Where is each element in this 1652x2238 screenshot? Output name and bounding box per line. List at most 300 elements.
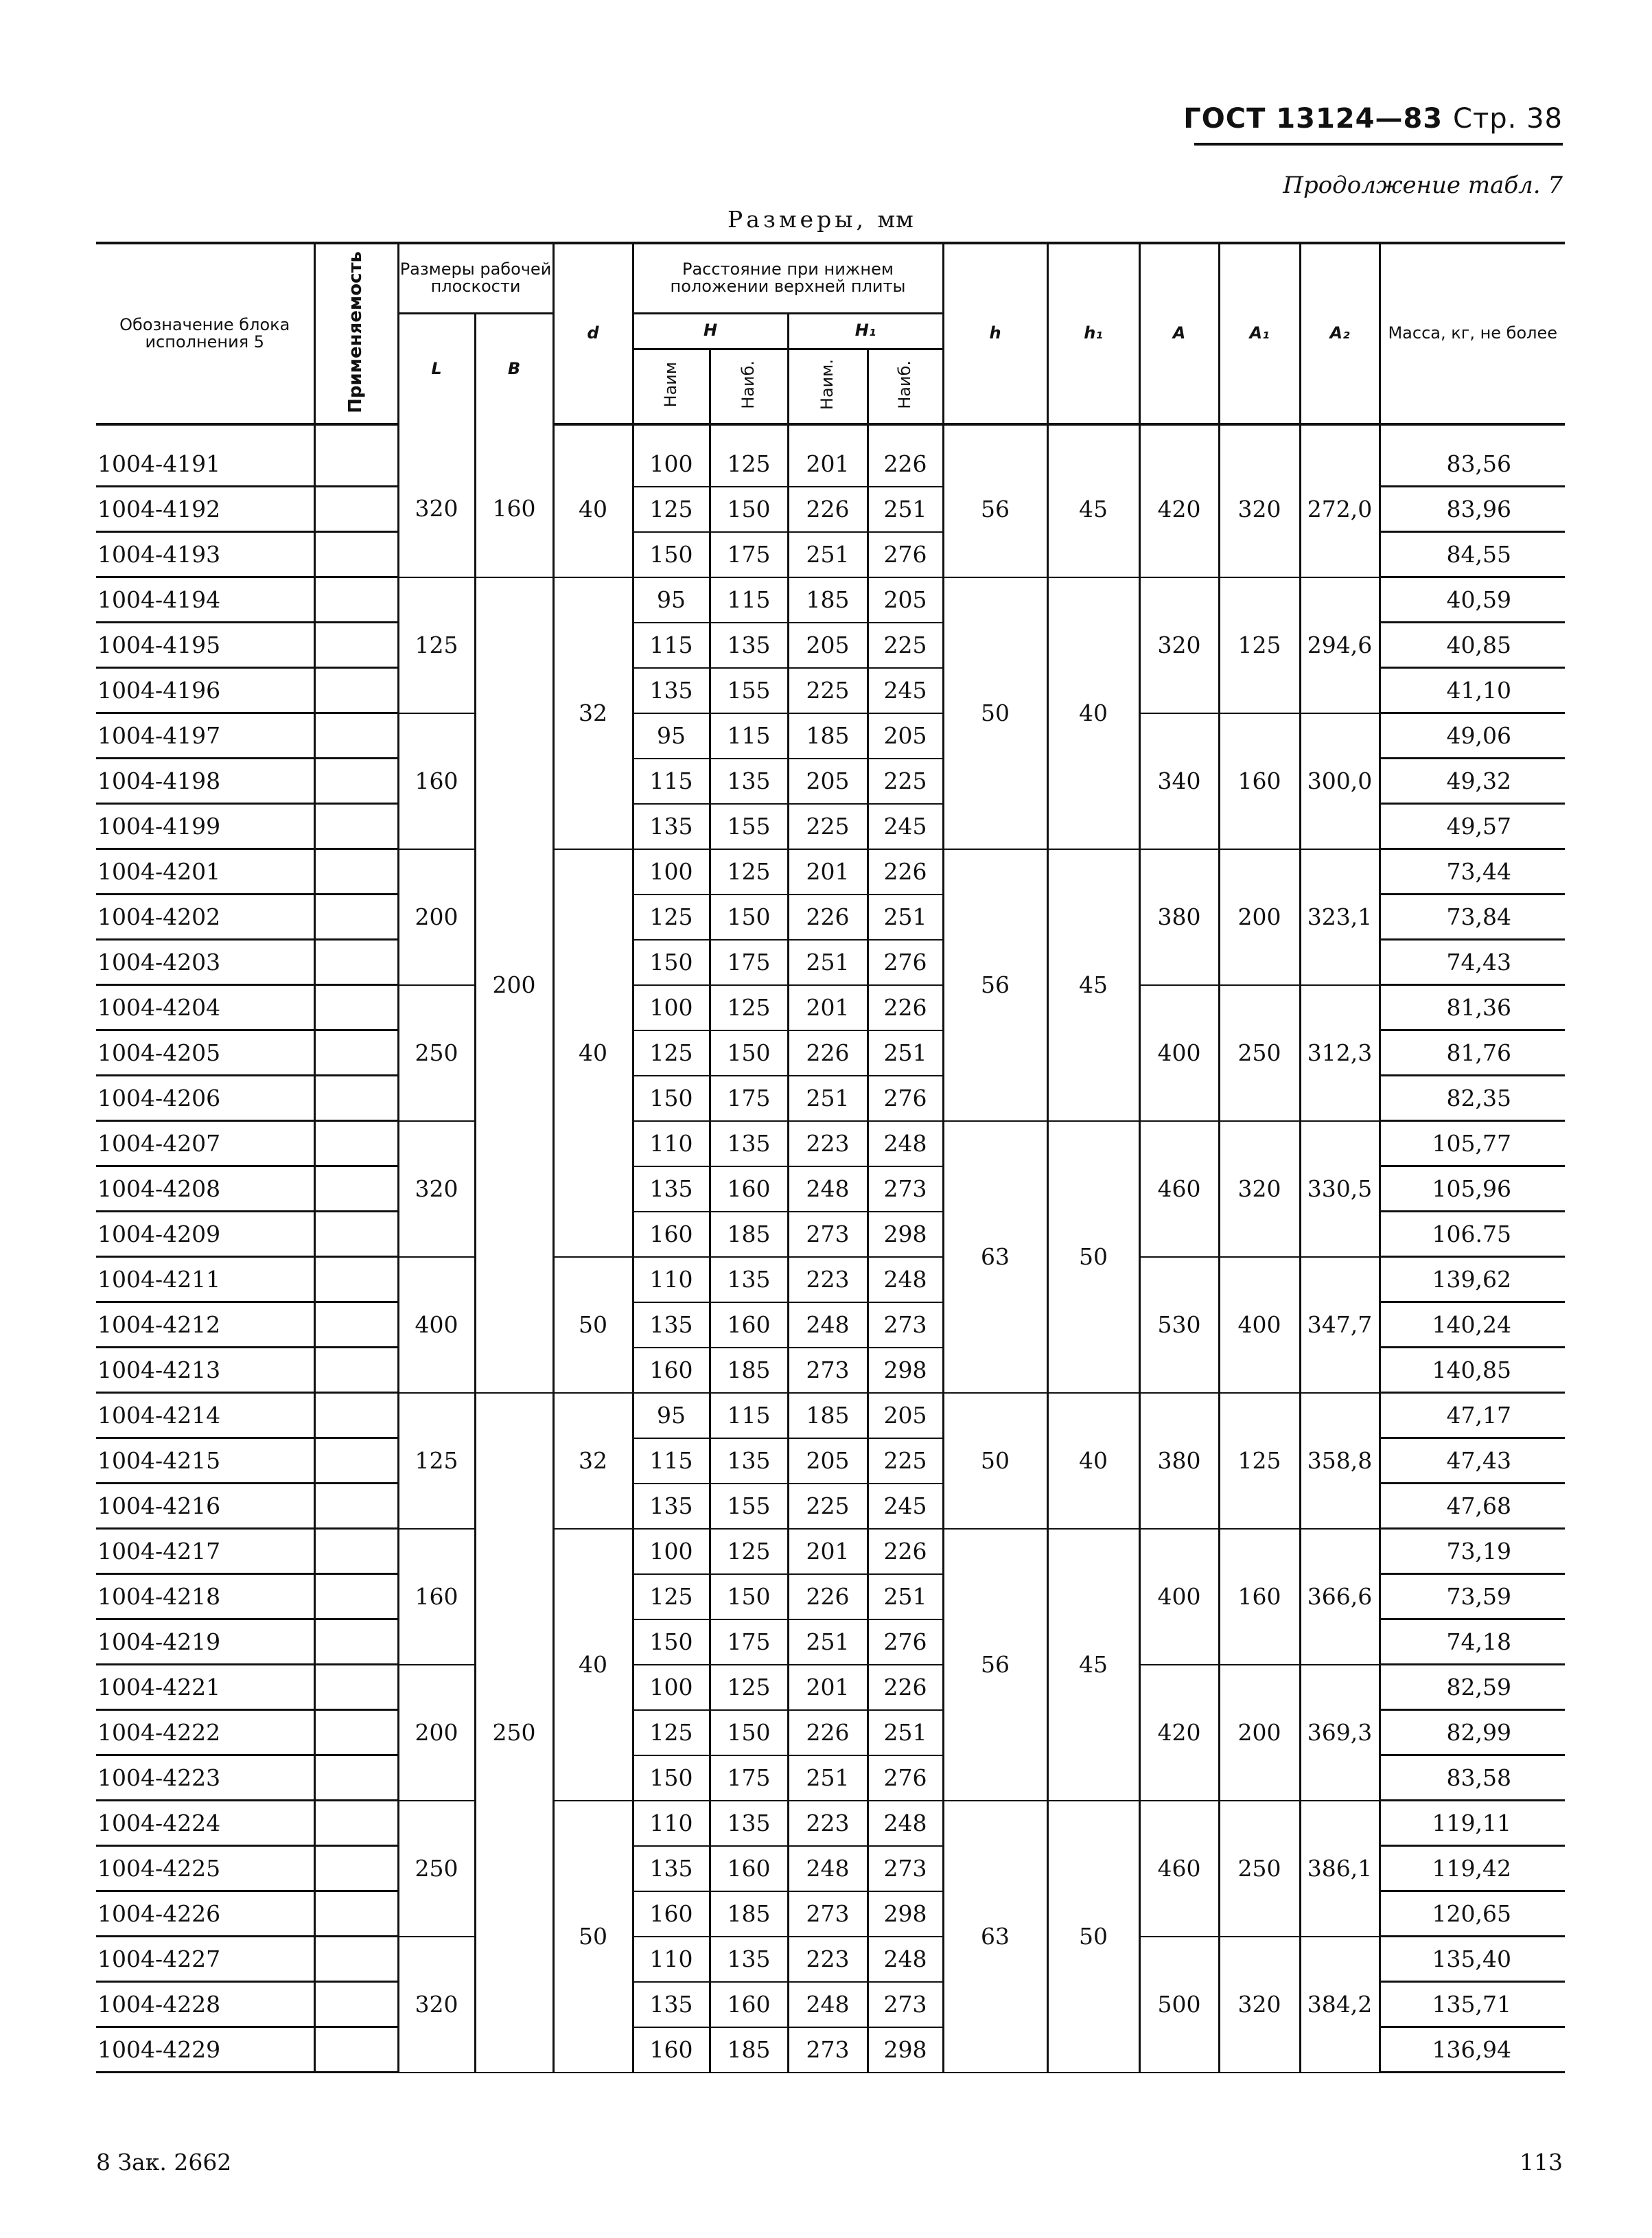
block-code: 1004-4208 xyxy=(96,1166,314,1212)
H1-min: 205 xyxy=(788,1438,868,1484)
B-value: 250 xyxy=(475,1393,553,2073)
applicability-cell xyxy=(314,1393,398,1438)
table-row xyxy=(96,1121,1565,1166)
H1-min: 201 xyxy=(788,849,868,895)
H1-min: 225 xyxy=(788,668,868,713)
mass-value: 140,24 xyxy=(1380,1302,1565,1348)
H-max: 150 xyxy=(710,1574,788,1619)
mass-value: 105,77 xyxy=(1380,1121,1565,1166)
H1-max: 298 xyxy=(868,2027,943,2073)
H1-min: 226 xyxy=(788,1030,868,1076)
H-max: 135 xyxy=(710,1257,788,1302)
H-min: 110 xyxy=(633,1121,710,1166)
h-value: 56 xyxy=(943,1529,1047,1801)
H1-min: 273 xyxy=(788,1348,868,1393)
H-max: 135 xyxy=(710,1121,788,1166)
mass-value: 81,36 xyxy=(1380,985,1565,1030)
block-code: 1004-4216 xyxy=(96,1484,314,1529)
A1-value: 160 xyxy=(1219,713,1300,849)
H-max: 115 xyxy=(710,713,788,759)
H1-min: 248 xyxy=(788,1846,868,1891)
H1-min: 251 xyxy=(788,1619,868,1665)
mass-value: 73,59 xyxy=(1380,1574,1565,1619)
A1-value: 400 xyxy=(1219,1257,1300,1393)
H1-max: 248 xyxy=(868,1801,943,1846)
A-value: 460 xyxy=(1139,1121,1219,1257)
L-value: 320 xyxy=(398,1937,475,2073)
block-code: 1004-4219 xyxy=(96,1619,314,1665)
applicability-cell xyxy=(314,1484,398,1529)
block-code: 1004-4226 xyxy=(96,1891,314,1937)
mass-value: 74,43 xyxy=(1380,940,1565,985)
block-code: 1004-4205 xyxy=(96,1030,314,1076)
H-min: 110 xyxy=(633,1257,710,1302)
H1-min: 273 xyxy=(788,1891,868,1937)
applicability-cell xyxy=(314,895,398,940)
applicability-cell xyxy=(314,577,398,623)
applicability-cell xyxy=(314,804,398,849)
mass-value: 49,32 xyxy=(1380,759,1565,804)
block-code: 1004-4227 xyxy=(96,1937,314,1982)
H1-max: 273 xyxy=(868,1166,943,1212)
table-header xyxy=(96,243,1565,424)
block-code: 1004-4212 xyxy=(96,1302,314,1348)
H1-max: 245 xyxy=(868,668,943,713)
col-h1: h₁ xyxy=(1047,243,1139,424)
mass-value: 119,42 xyxy=(1380,1846,1565,1891)
applicability-cell xyxy=(314,1076,398,1121)
block-code: 1004-4195 xyxy=(96,623,314,668)
table-row xyxy=(96,1257,1565,1302)
block-code: 1004-4222 xyxy=(96,1710,314,1755)
H-min: 150 xyxy=(633,532,710,577)
A1-value: 250 xyxy=(1219,985,1300,1121)
applicability-cell xyxy=(314,1755,398,1801)
H1-max: 251 xyxy=(868,487,943,532)
block-code: 1004-4209 xyxy=(96,1212,314,1257)
table-row xyxy=(96,713,1565,759)
mass-value: 135,71 xyxy=(1380,1982,1565,2027)
H-min: 160 xyxy=(633,1348,710,1393)
H1-max: 226 xyxy=(868,849,943,895)
applicability-cell xyxy=(314,1348,398,1393)
H1-max: 251 xyxy=(868,1710,943,1755)
H-min: 100 xyxy=(633,1529,710,1574)
H1-max: 276 xyxy=(868,1076,943,1121)
H1-max: 225 xyxy=(868,1438,943,1484)
applicability-cell xyxy=(314,487,398,532)
mass-value: 47,17 xyxy=(1380,1393,1565,1438)
H-max: 185 xyxy=(710,1891,788,1937)
H-max: 155 xyxy=(710,804,788,849)
mass-value: 73,84 xyxy=(1380,895,1565,940)
H1-max: 298 xyxy=(868,1212,943,1257)
H-min: 125 xyxy=(633,1574,710,1619)
block-code: 1004-4214 xyxy=(96,1393,314,1438)
H1-max: 205 xyxy=(868,1393,943,1438)
H1-min: 251 xyxy=(788,532,868,577)
col-H1-min: Наим. xyxy=(788,349,868,424)
H1-min: 185 xyxy=(788,1393,868,1438)
H-min: 125 xyxy=(633,1710,710,1755)
h-value: 56 xyxy=(943,424,1047,577)
H1-min: 226 xyxy=(788,487,868,532)
applicability-cell xyxy=(314,1891,398,1937)
col-H: H xyxy=(633,313,788,349)
H-max: 185 xyxy=(710,2027,788,2073)
H-max: 155 xyxy=(710,668,788,713)
applicability-cell xyxy=(314,759,398,804)
H1-min: 185 xyxy=(788,577,868,623)
H-max: 115 xyxy=(710,577,788,623)
applicability-cell xyxy=(314,1438,398,1484)
continuation-note: Продолжение табл. 7 xyxy=(1283,172,1563,199)
table-body xyxy=(96,424,1565,2073)
mass-value: 49,06 xyxy=(1380,713,1565,759)
d-value: 40 xyxy=(553,849,633,1257)
h1-value: 40 xyxy=(1047,577,1139,849)
H-min: 100 xyxy=(633,985,710,1030)
mass-value: 81,76 xyxy=(1380,1030,1565,1076)
page-number: 113 xyxy=(1520,2149,1563,2176)
d-value: 40 xyxy=(553,424,633,577)
H-min: 100 xyxy=(633,849,710,895)
applicability-cell xyxy=(314,1121,398,1166)
H1-min: 223 xyxy=(788,1121,868,1166)
H1-min: 223 xyxy=(788,1937,868,1982)
block-code: 1004-4193 xyxy=(96,532,314,577)
col-H1: H₁ xyxy=(788,313,943,349)
A2-value: 294,6 xyxy=(1300,577,1380,713)
H-min: 115 xyxy=(633,1438,710,1484)
H1-min: 225 xyxy=(788,1484,868,1529)
H-max: 125 xyxy=(710,849,788,895)
applicability-cell xyxy=(314,424,398,487)
applicability-cell xyxy=(314,1937,398,1982)
applicability-cell xyxy=(314,1665,398,1710)
A1-value: 200 xyxy=(1219,849,1300,985)
A2-value: 366,6 xyxy=(1300,1529,1380,1665)
H-max: 160 xyxy=(710,1166,788,1212)
col-A: A xyxy=(1139,243,1219,424)
applicability-cell xyxy=(314,532,398,577)
H1-max: 298 xyxy=(868,1891,943,1937)
H1-max: 273 xyxy=(868,1982,943,2027)
block-code: 1004-4198 xyxy=(96,759,314,804)
applicability-cell xyxy=(314,1529,398,1574)
A2-value: 369,3 xyxy=(1300,1665,1380,1801)
H-max: 160 xyxy=(710,1302,788,1348)
col-A1: A₁ xyxy=(1219,243,1300,424)
A1-value: 320 xyxy=(1219,1937,1300,2073)
mass-value: 136,94 xyxy=(1380,2027,1565,2073)
mass-value: 83,96 xyxy=(1380,487,1565,532)
H-max: 135 xyxy=(710,1801,788,1846)
B-value: 200 xyxy=(475,577,553,1393)
block-code: 1004-4202 xyxy=(96,895,314,940)
H-min: 150 xyxy=(633,940,710,985)
H1-max: 205 xyxy=(868,713,943,759)
H-min: 135 xyxy=(633,668,710,713)
d-value: 32 xyxy=(553,1393,633,1529)
H-min: 95 xyxy=(633,577,710,623)
block-code: 1004-4194 xyxy=(96,577,314,623)
A2-value: 272,0 xyxy=(1300,424,1380,577)
mass-value: 119,11 xyxy=(1380,1801,1565,1846)
H-min: 135 xyxy=(633,1484,710,1529)
block-code: 1004-4197 xyxy=(96,713,314,759)
H-max: 125 xyxy=(710,1665,788,1710)
H-min: 135 xyxy=(633,804,710,849)
L-value: 200 xyxy=(398,849,475,985)
H-max: 150 xyxy=(710,1030,788,1076)
H1-max: 245 xyxy=(868,804,943,849)
mass-value: 73,44 xyxy=(1380,849,1565,895)
H1-max: 251 xyxy=(868,895,943,940)
col-applicability: Применяемость xyxy=(314,243,398,424)
block-code: 1004-4224 xyxy=(96,1801,314,1846)
mass-value: 47,43 xyxy=(1380,1438,1565,1484)
block-code: 1004-4221 xyxy=(96,1665,314,1710)
A2-value: 330,5 xyxy=(1300,1121,1380,1257)
table-row xyxy=(96,985,1565,1030)
H1-max: 226 xyxy=(868,424,943,487)
col-designation: Обозначение блока исполнения 5 xyxy=(96,243,314,424)
H-max: 150 xyxy=(710,1710,788,1755)
block-code: 1004-4206 xyxy=(96,1076,314,1121)
H1-min: 201 xyxy=(788,985,868,1030)
applicability-cell xyxy=(314,623,398,668)
table-row xyxy=(96,424,1565,487)
block-code: 1004-4229 xyxy=(96,2027,314,2073)
L-value: 125 xyxy=(398,577,475,713)
H-min: 110 xyxy=(633,1937,710,1982)
A-value: 340 xyxy=(1139,713,1219,849)
block-code: 1004-4223 xyxy=(96,1755,314,1801)
page-header xyxy=(1183,103,1563,135)
mass-value: 49,57 xyxy=(1380,804,1565,849)
A-value: 380 xyxy=(1139,849,1219,985)
H-max: 175 xyxy=(710,532,788,577)
A1-value: 200 xyxy=(1219,1665,1300,1801)
H1-min: 205 xyxy=(788,623,868,668)
A2-value: 386,1 xyxy=(1300,1801,1380,1937)
sizes-title: Размеры, мм xyxy=(728,206,914,233)
applicability-cell xyxy=(314,1302,398,1348)
applicability-cell xyxy=(314,2027,398,2073)
H1-min: 205 xyxy=(788,759,868,804)
d-value: 50 xyxy=(553,1801,633,2073)
mass-value: 84,55 xyxy=(1380,532,1565,577)
H-min: 160 xyxy=(633,1891,710,1937)
col-mass: Масса, кг, не более xyxy=(1380,243,1565,424)
d-value: 40 xyxy=(553,1529,633,1801)
applicability-cell xyxy=(314,1030,398,1076)
A1-value: 160 xyxy=(1219,1529,1300,1665)
L-value: 200 xyxy=(398,1665,475,1801)
A2-value: 323,1 xyxy=(1300,849,1380,985)
H-max: 175 xyxy=(710,940,788,985)
header-rule xyxy=(1194,143,1563,146)
A-value: 400 xyxy=(1139,985,1219,1121)
H-max: 160 xyxy=(710,1982,788,2027)
H-max: 125 xyxy=(710,424,788,487)
A1-value: 250 xyxy=(1219,1801,1300,1937)
mass-value: 73,19 xyxy=(1380,1529,1565,1574)
A2-value: 384,2 xyxy=(1300,1937,1380,2073)
h1-value: 45 xyxy=(1047,849,1139,1121)
H1-max: 276 xyxy=(868,1755,943,1801)
H1-min: 223 xyxy=(788,1257,868,1302)
mass-value: 40,85 xyxy=(1380,623,1565,668)
block-code: 1004-4215 xyxy=(96,1438,314,1484)
A2-value: 358,8 xyxy=(1300,1393,1380,1529)
H1-max: 225 xyxy=(868,759,943,804)
block-code: 1004-4225 xyxy=(96,1846,314,1891)
block-code: 1004-4207 xyxy=(96,1121,314,1166)
block-code: 1004-4213 xyxy=(96,1348,314,1393)
H1-min: 201 xyxy=(788,1529,868,1574)
block-code: 1004-4217 xyxy=(96,1529,314,1574)
H1-min: 251 xyxy=(788,940,868,985)
H1-max: 251 xyxy=(868,1574,943,1619)
mass-value: 82,99 xyxy=(1380,1710,1565,1755)
col-A2: A₂ xyxy=(1300,243,1380,424)
H-max: 175 xyxy=(710,1076,788,1121)
A-value: 380 xyxy=(1139,1393,1219,1529)
H1-max: 245 xyxy=(868,1484,943,1529)
H-min: 135 xyxy=(633,1302,710,1348)
applicability-cell xyxy=(314,713,398,759)
applicability-cell xyxy=(314,1257,398,1302)
applicability-cell xyxy=(314,1619,398,1665)
mass-value: 47,68 xyxy=(1380,1484,1565,1529)
mass-value: 139,62 xyxy=(1380,1257,1565,1302)
table-row xyxy=(96,1937,1565,1982)
H1-max: 226 xyxy=(868,1529,943,1574)
col-h: h xyxy=(943,243,1047,424)
footer-order: 8 Зак. 2662 xyxy=(96,2149,232,2176)
H-max: 150 xyxy=(710,487,788,532)
h1-value: 45 xyxy=(1047,1529,1139,1801)
H1-min: 273 xyxy=(788,2027,868,2073)
mass-value: 82,59 xyxy=(1380,1665,1565,1710)
applicability-cell xyxy=(314,668,398,713)
mass-value: 135,40 xyxy=(1380,1937,1565,1982)
H1-max: 276 xyxy=(868,532,943,577)
block-code: 1004-4196 xyxy=(96,668,314,713)
H1-min: 201 xyxy=(788,1665,868,1710)
L-value: 320 xyxy=(398,424,475,577)
H1-max: 226 xyxy=(868,985,943,1030)
A2-value: 347,7 xyxy=(1300,1257,1380,1393)
h-value: 63 xyxy=(943,1801,1047,2073)
H-min: 150 xyxy=(633,1076,710,1121)
h1-value: 40 xyxy=(1047,1393,1139,1529)
H-min: 160 xyxy=(633,2027,710,2073)
h1-value: 50 xyxy=(1047,1801,1139,2073)
A1-value: 320 xyxy=(1219,424,1300,577)
col-distance: Расстояние при нижнем положении верхней плиты xyxy=(633,243,943,313)
block-code: 1004-4211 xyxy=(96,1257,314,1302)
mass-value: 120,65 xyxy=(1380,1891,1565,1937)
A2-value: 300,0 xyxy=(1300,713,1380,849)
H1-max: 225 xyxy=(868,623,943,668)
A-value: 530 xyxy=(1139,1257,1219,1393)
H1-max: 273 xyxy=(868,1302,943,1348)
H1-min: 248 xyxy=(788,1982,868,2027)
H1-min: 201 xyxy=(788,424,868,487)
applicability-cell xyxy=(314,1846,398,1891)
H1-max: 205 xyxy=(868,577,943,623)
L-value: 400 xyxy=(398,1257,475,1393)
H1-max: 251 xyxy=(868,1030,943,1076)
block-code: 1004-4201 xyxy=(96,849,314,895)
H-min: 125 xyxy=(633,895,710,940)
d-value: 50 xyxy=(553,1257,633,1393)
applicability-cell xyxy=(314,940,398,985)
table-row xyxy=(96,1665,1565,1710)
H-max: 135 xyxy=(710,1937,788,1982)
applicability-cell xyxy=(314,1212,398,1257)
mass-value: 105,96 xyxy=(1380,1166,1565,1212)
A1-value: 320 xyxy=(1219,1121,1300,1257)
H1-min: 248 xyxy=(788,1302,868,1348)
H1-max: 276 xyxy=(868,940,943,985)
block-code: 1004-4199 xyxy=(96,804,314,849)
h-value: 63 xyxy=(943,1121,1047,1393)
H-min: 160 xyxy=(633,1212,710,1257)
H1-min: 185 xyxy=(788,713,868,759)
H1-max: 248 xyxy=(868,1257,943,1302)
H-max: 150 xyxy=(710,895,788,940)
col-d: d xyxy=(553,243,633,424)
block-code: 1004-4204 xyxy=(96,985,314,1030)
H-max: 135 xyxy=(710,759,788,804)
table-row xyxy=(96,577,1565,623)
H-max: 185 xyxy=(710,1348,788,1393)
mass-value: 106.75 xyxy=(1380,1212,1565,1257)
table-row xyxy=(96,1529,1565,1574)
standard-number: ГОСТ 13124—83 Стр. 38 xyxy=(1183,103,1563,135)
H-max: 135 xyxy=(710,623,788,668)
block-code: 1004-4203 xyxy=(96,940,314,985)
applicability-cell xyxy=(314,1982,398,2027)
A1-value: 125 xyxy=(1219,1393,1300,1529)
H-min: 95 xyxy=(633,713,710,759)
H-max: 175 xyxy=(710,1755,788,1801)
h1-value: 50 xyxy=(1047,1121,1139,1393)
block-code: 1004-4192 xyxy=(96,487,314,532)
A-value: 420 xyxy=(1139,424,1219,577)
L-value: 250 xyxy=(398,1801,475,1937)
applicability-cell xyxy=(314,1574,398,1619)
H1-min: 251 xyxy=(788,1755,868,1801)
H1-min: 223 xyxy=(788,1801,868,1846)
H-min: 150 xyxy=(633,1619,710,1665)
col-H1-max: Наиб. xyxy=(868,349,943,424)
H1-min: 225 xyxy=(788,804,868,849)
H1-min: 251 xyxy=(788,1076,868,1121)
H-max: 160 xyxy=(710,1846,788,1891)
L-value: 160 xyxy=(398,713,475,849)
H-min: 125 xyxy=(633,1030,710,1076)
A1-value: 125 xyxy=(1219,577,1300,713)
H-max: 115 xyxy=(710,1393,788,1438)
applicability-cell xyxy=(314,1801,398,1846)
H-max: 155 xyxy=(710,1484,788,1529)
H1-max: 226 xyxy=(868,1665,943,1710)
